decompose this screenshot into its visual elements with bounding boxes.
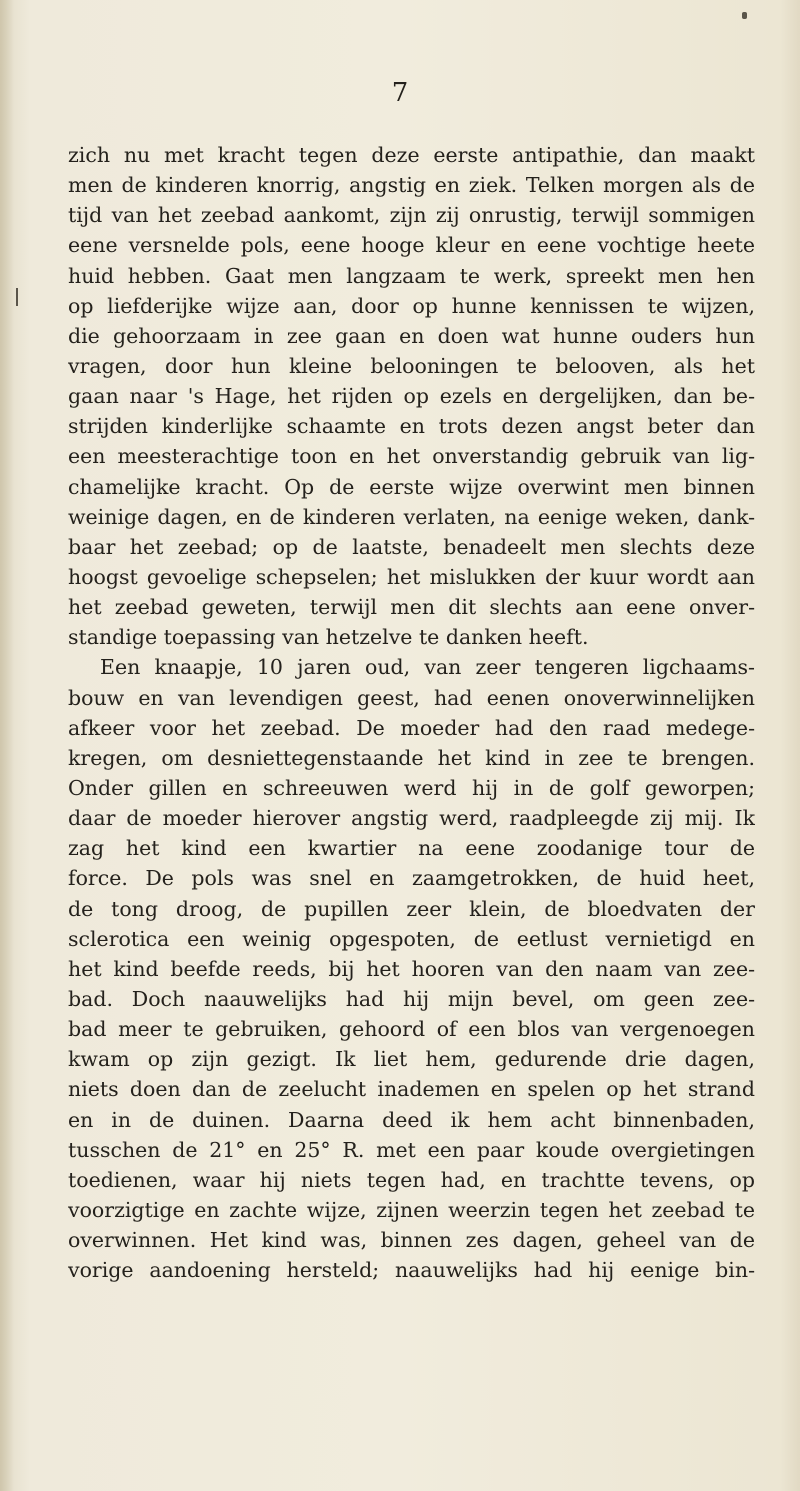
text-line: niets doen dan de zeelucht inademen en spelen op het strand — [68, 1077, 755, 1102]
paragraph-end-line: standige toepassing van hetzelve te danken heeft. — [68, 625, 589, 650]
body-text — [68, 140, 755, 1285]
text-line: sclerotica een weinig opgespoten, de eetlust vernietigd en — [68, 926, 755, 951]
text-line: en in de duinen. Daarna deed ik hem acht binnenbaden, — [68, 1107, 755, 1132]
page-number: 7 — [391, 78, 409, 108]
text-line: op liefderijke wijze aan, door op hunne kennissen te wijzen, — [68, 293, 755, 318]
text-line: tusschen de 21° en 25° R. met een paar koude overgietingen — [68, 1137, 755, 1162]
text-line: tijd van het zeebad aankomt, zijn zij onrustig, terwijl sommigen — [68, 203, 755, 228]
text-line: bouw en van levendigen geest, had eenen onoverwinnelijken — [68, 685, 755, 710]
text-line: kwam op zijn gezigt. Ik liet hem, gedurende drie dagen, — [68, 1047, 755, 1072]
text-line: bad meer te gebruiken, gehoord of een blos van vergenoegen — [68, 1017, 755, 1042]
margin-mark — [16, 288, 18, 306]
text-line: vragen, door hun kleine belooningen te belooven, als het — [68, 353, 755, 378]
printing-speck — [742, 12, 747, 19]
text-line: toedienen, waar hij niets tegen had, en trachtte tevens, op — [68, 1167, 755, 1192]
text-line: vorige aandoening hersteld; naauwelijks had hij eenige bin- — [68, 1258, 755, 1283]
text-line: voorzigtige en zachte wijze, zijnen weerzin tegen het zeebad te — [68, 1197, 755, 1222]
text-line: weinige dagen, en de kinderen verlaten, na eenige weken, dank- — [68, 504, 755, 529]
text-line: het kind beefde reeds, bij het hooren van den naam van zee- — [68, 956, 755, 981]
text-line: baar het zeebad; op de laatste, benadeelt men slechts deze — [68, 534, 755, 559]
text-line: overwinnen. Het kind was, binnen zes dagen, geheel van de — [68, 1228, 755, 1253]
text-line: zag het kind een kwartier na eene zoodanige tour de — [68, 836, 755, 861]
text-line: men de kinderen knorrig, angstig en ziek. Telken morgen als de — [68, 173, 755, 198]
text-line: eene versnelde pols, eene hooge kleur en eene vochtige heete — [68, 233, 755, 258]
text-line: daar de moeder hierover angstig werd, raadpleegde zij mij. Ik — [68, 806, 755, 831]
text-line: een meesterachtige toon en het onverstandig gebruik van lig- — [68, 444, 755, 469]
text-line: kregen, om desniettegenstaande het kind in zee te brengen. — [68, 745, 755, 770]
text-line: hoogst gevoelige schepselen; het mislukken der kuur wordt aan — [68, 564, 755, 589]
text-line: huid hebben. Gaat men langzaam te werk, spreekt men hen — [68, 263, 755, 288]
text-line: afkeer voor het zeebad. De moeder had den raad medege- — [68, 715, 755, 740]
paragraph-start-line: Een knaapje, 10 jaren oud, van zeer tengeren ligchaams- — [100, 655, 755, 680]
text-line: chamelijke kracht. Op de eerste wijze overwint men binnen — [68, 474, 755, 499]
text-line: gaan naar 's Hage, het rijden op ezels en dergelijken, dan be- — [68, 384, 755, 409]
page-binding-shadow — [0, 0, 14, 1491]
text-line: strijden kinderlijke schaamte en trots dezen angst beter dan — [68, 414, 755, 439]
text-line: force. De pols was snel en zaamgetrokken, de huid heet, — [68, 866, 755, 891]
text-line: die gehoorzaam in zee gaan en doen wat hunne ouders hun — [68, 323, 755, 348]
text-line: bad. Doch naauwelijks had hij mijn bevel, om geen zee- — [68, 986, 755, 1011]
text-line: Onder gillen en schreeuwen werd hij in de golf geworpen; — [68, 775, 755, 800]
text-line: de tong droog, de pupillen zeer klein, de bloedvaten der — [68, 896, 755, 921]
text-line: het zeebad geweten, terwijl men dit slechts aan eene onver- — [68, 595, 755, 620]
text-line: zich nu met kracht tegen deze eerste antipathie, dan maakt — [68, 143, 755, 167]
